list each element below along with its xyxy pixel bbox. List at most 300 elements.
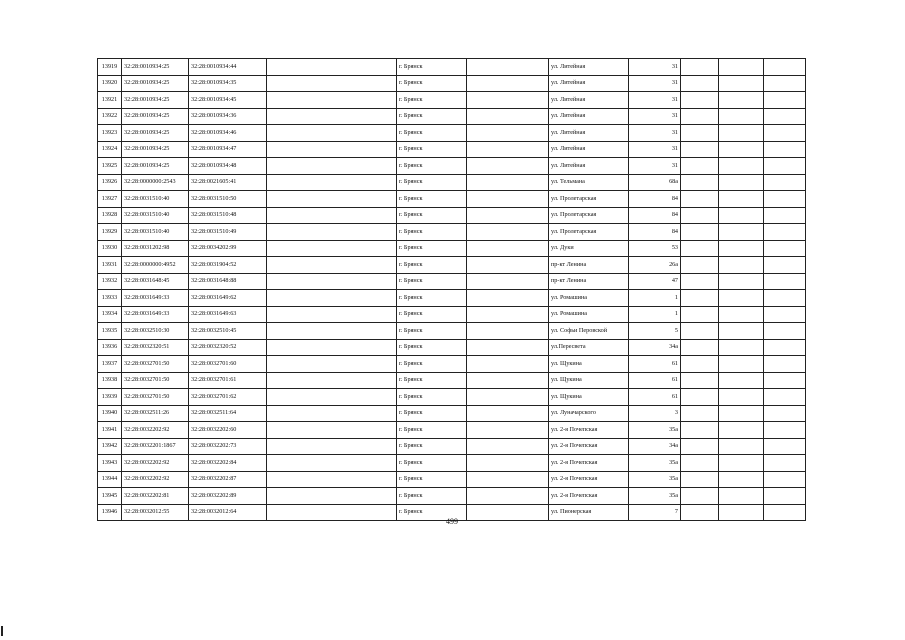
- empty-cell: [681, 257, 719, 274]
- house-number-cell: 47: [629, 273, 681, 290]
- table-row: [98, 471, 806, 488]
- empty-cell: [267, 405, 397, 422]
- street-cell: ул. Литейная: [549, 75, 629, 92]
- empty-cell: [764, 438, 806, 455]
- empty-cell: [467, 504, 549, 521]
- parent-cadastral-cell: 32:28:0032202:92: [122, 471, 189, 488]
- house-number-cell: 84: [629, 191, 681, 208]
- city-cell: г. Брянск: [397, 174, 467, 191]
- row-number-cell: 13932: [98, 273, 122, 290]
- empty-cell: [267, 422, 397, 439]
- row-number-cell: 13946: [98, 504, 122, 521]
- cadastral-number-cell: 32:28:0032701:62: [189, 389, 267, 406]
- empty-cell: [267, 488, 397, 505]
- street-cell: ул. 2-я Почепская: [549, 455, 629, 472]
- empty-cell: [467, 290, 549, 307]
- parent-cadastral-cell: 32:28:0031510:40: [122, 207, 189, 224]
- row-number-cell: 13941: [98, 422, 122, 439]
- empty-cell: [764, 339, 806, 356]
- city-cell: г. Брянск: [397, 422, 467, 439]
- house-number-cell: 31: [629, 125, 681, 142]
- table-row: [98, 257, 806, 274]
- table-row: [98, 438, 806, 455]
- row-number-cell: 13919: [98, 59, 122, 76]
- empty-cell: [764, 488, 806, 505]
- empty-cell: [267, 240, 397, 257]
- row-number-cell: 13929: [98, 224, 122, 241]
- street-cell: ул. 2-я Почепская: [549, 488, 629, 505]
- empty-cell: [719, 158, 764, 175]
- empty-cell: [764, 323, 806, 340]
- cadastral-number-cell: 32:28:0021605:41: [189, 174, 267, 191]
- empty-cell: [719, 488, 764, 505]
- table-body: [98, 59, 806, 521]
- empty-cell: [467, 207, 549, 224]
- parent-cadastral-cell: 32:28:0032202:92: [122, 422, 189, 439]
- city-cell: г. Брянск: [397, 455, 467, 472]
- row-number-cell: 13936: [98, 339, 122, 356]
- empty-cell: [467, 158, 549, 175]
- cadastral-number-cell: 32:28:0010934:47: [189, 141, 267, 158]
- empty-cell: [681, 240, 719, 257]
- empty-cell: [467, 405, 549, 422]
- table-row: [98, 174, 806, 191]
- street-cell: пр-кт Ленина: [549, 273, 629, 290]
- empty-cell: [267, 158, 397, 175]
- cadastral-number-cell: 32:28:0010934:46: [189, 125, 267, 142]
- street-cell: ул. Ромашина: [549, 306, 629, 323]
- street-cell: ул. Ромашина: [549, 290, 629, 307]
- empty-cell: [267, 290, 397, 307]
- house-number-cell: 31: [629, 59, 681, 76]
- row-number-cell: 13925: [98, 158, 122, 175]
- cadastral-number-cell: 32:28:0031510:50: [189, 191, 267, 208]
- table-row: [98, 290, 806, 307]
- parent-cadastral-cell: 32:28:0010934:25: [122, 141, 189, 158]
- parent-cadastral-cell: 32:28:0010934:25: [122, 125, 189, 142]
- empty-cell: [764, 471, 806, 488]
- empty-cell: [681, 59, 719, 76]
- row-number-cell: 13924: [98, 141, 122, 158]
- empty-cell: [764, 372, 806, 389]
- house-number-cell: 84: [629, 207, 681, 224]
- city-cell: г. Брянск: [397, 257, 467, 274]
- empty-cell: [467, 339, 549, 356]
- cadastral-number-cell: 32:28:0031904:52: [189, 257, 267, 274]
- street-cell: ул. Литейная: [549, 108, 629, 125]
- city-cell: г. Брянск: [397, 240, 467, 257]
- city-cell: г. Брянск: [397, 504, 467, 521]
- empty-cell: [681, 455, 719, 472]
- empty-cell: [681, 405, 719, 422]
- row-number-cell: 13935: [98, 323, 122, 340]
- empty-cell: [681, 141, 719, 158]
- empty-cell: [764, 240, 806, 257]
- empty-cell: [719, 92, 764, 109]
- empty-cell: [681, 422, 719, 439]
- cadastral-number-cell: 32:28:0010934:44: [189, 59, 267, 76]
- empty-cell: [267, 125, 397, 142]
- parent-cadastral-cell: 32:28:0032320:51: [122, 339, 189, 356]
- empty-cell: [267, 389, 397, 406]
- parent-cadastral-cell: 32:28:0032202:81: [122, 488, 189, 505]
- parent-cadastral-cell: 32:28:0032012:55: [122, 504, 189, 521]
- table-row: [98, 224, 806, 241]
- row-number-cell: 13926: [98, 174, 122, 191]
- empty-cell: [764, 125, 806, 142]
- empty-cell: [764, 158, 806, 175]
- house-number-cell: 26а: [629, 257, 681, 274]
- city-cell: г. Брянск: [397, 59, 467, 76]
- empty-cell: [719, 306, 764, 323]
- house-number-cell: 1: [629, 290, 681, 307]
- house-number-cell: 31: [629, 108, 681, 125]
- empty-cell: [681, 191, 719, 208]
- empty-cell: [681, 471, 719, 488]
- parent-cadastral-cell: 32:28:0010934:25: [122, 108, 189, 125]
- empty-cell: [764, 405, 806, 422]
- cadastral-number-cell: 32:28:0031649:63: [189, 306, 267, 323]
- city-cell: г. Брянск: [397, 92, 467, 109]
- street-cell: ул. Пролетарская: [549, 191, 629, 208]
- street-cell: ул. Литейная: [549, 158, 629, 175]
- empty-cell: [764, 389, 806, 406]
- empty-cell: [267, 306, 397, 323]
- empty-cell: [467, 75, 549, 92]
- cadastral-number-cell: 32:28:0032510:45: [189, 323, 267, 340]
- row-number-cell: 13923: [98, 125, 122, 142]
- table-row: [98, 389, 806, 406]
- empty-cell: [467, 471, 549, 488]
- city-cell: г. Брянск: [397, 438, 467, 455]
- cadastral-number-cell: 32:28:0010934:45: [189, 92, 267, 109]
- empty-cell: [467, 356, 549, 373]
- empty-cell: [267, 339, 397, 356]
- table-row: [98, 323, 806, 340]
- city-cell: г. Брянск: [397, 389, 467, 406]
- house-number-cell: 31: [629, 92, 681, 109]
- empty-cell: [719, 455, 764, 472]
- street-cell: пр-кт Ленина: [549, 257, 629, 274]
- empty-cell: [719, 422, 764, 439]
- house-number-cell: 35а: [629, 422, 681, 439]
- city-cell: г. Брянск: [397, 108, 467, 125]
- house-number-cell: 3: [629, 405, 681, 422]
- cadastral-number-cell: 32:28:0031648:88: [189, 273, 267, 290]
- table-row: [98, 372, 806, 389]
- street-cell: ул.Пересвета: [549, 339, 629, 356]
- empty-cell: [764, 306, 806, 323]
- empty-cell: [467, 257, 549, 274]
- row-number-cell: 13943: [98, 455, 122, 472]
- empty-cell: [681, 125, 719, 142]
- table-row: [98, 158, 806, 175]
- parent-cadastral-cell: 32:28:0010934:25: [122, 158, 189, 175]
- table-row: [98, 75, 806, 92]
- row-number-cell: 13942: [98, 438, 122, 455]
- empty-cell: [764, 224, 806, 241]
- empty-cell: [764, 290, 806, 307]
- table-row: [98, 108, 806, 125]
- empty-cell: [764, 257, 806, 274]
- house-number-cell: 31: [629, 75, 681, 92]
- empty-cell: [764, 207, 806, 224]
- empty-cell: [267, 372, 397, 389]
- empty-cell: [719, 372, 764, 389]
- row-number-cell: 13945: [98, 488, 122, 505]
- street-cell: ул. Литейная: [549, 125, 629, 142]
- row-number-cell: 13934: [98, 306, 122, 323]
- house-number-cell: 35а: [629, 488, 681, 505]
- city-cell: г. Брянск: [397, 339, 467, 356]
- empty-cell: [467, 323, 549, 340]
- empty-cell: [267, 92, 397, 109]
- empty-cell: [681, 75, 719, 92]
- house-number-cell: 53: [629, 240, 681, 257]
- parent-cadastral-cell: 32:28:0032510:30: [122, 323, 189, 340]
- row-number-cell: 13930: [98, 240, 122, 257]
- empty-cell: [719, 125, 764, 142]
- city-cell: г. Брянск: [397, 141, 467, 158]
- empty-cell: [681, 92, 719, 109]
- house-number-cell: 61: [629, 372, 681, 389]
- empty-cell: [681, 438, 719, 455]
- cadastral-number-cell: 32:28:0032701:61: [189, 372, 267, 389]
- row-number-cell: 13927: [98, 191, 122, 208]
- empty-cell: [467, 224, 549, 241]
- house-number-cell: 31: [629, 158, 681, 175]
- empty-cell: [467, 372, 549, 389]
- empty-cell: [467, 389, 549, 406]
- empty-cell: [681, 488, 719, 505]
- house-number-cell: 84: [629, 224, 681, 241]
- parent-cadastral-cell: 32:28:0032202:92: [122, 455, 189, 472]
- cadastral-number-cell: 32:28:0010934:48: [189, 158, 267, 175]
- table-row: [98, 191, 806, 208]
- empty-cell: [267, 141, 397, 158]
- city-cell: г. Брянск: [397, 372, 467, 389]
- city-cell: г. Брянск: [397, 488, 467, 505]
- parent-cadastral-cell: 32:28:0031649:33: [122, 290, 189, 307]
- empty-cell: [267, 356, 397, 373]
- empty-cell: [764, 455, 806, 472]
- empty-cell: [267, 207, 397, 224]
- empty-cell: [267, 174, 397, 191]
- table-row: [98, 306, 806, 323]
- empty-cell: [719, 389, 764, 406]
- table-row: [98, 141, 806, 158]
- empty-cell: [681, 389, 719, 406]
- cadastral-number-cell: 32:28:0031649:62: [189, 290, 267, 307]
- empty-cell: [681, 323, 719, 340]
- empty-cell: [764, 356, 806, 373]
- empty-cell: [267, 323, 397, 340]
- empty-cell: [467, 125, 549, 142]
- city-cell: г. Брянск: [397, 471, 467, 488]
- empty-cell: [719, 207, 764, 224]
- empty-cell: [719, 240, 764, 257]
- street-cell: ул. Луначарского: [549, 405, 629, 422]
- row-number-cell: 13938: [98, 372, 122, 389]
- empty-cell: [719, 75, 764, 92]
- cadastral-number-cell: 32:28:0032202:87: [189, 471, 267, 488]
- empty-cell: [467, 59, 549, 76]
- row-number-cell: 13931: [98, 257, 122, 274]
- parent-cadastral-cell: 32:28:0031510:40: [122, 191, 189, 208]
- page-number: 499: [446, 517, 458, 526]
- parent-cadastral-cell: 32:28:0031648:45: [122, 273, 189, 290]
- empty-cell: [467, 455, 549, 472]
- table-row: [98, 240, 806, 257]
- parent-cadastral-cell: 32:28:0010934:25: [122, 59, 189, 76]
- empty-cell: [719, 224, 764, 241]
- empty-cell: [467, 92, 549, 109]
- street-cell: ул. Литейная: [549, 141, 629, 158]
- parent-cadastral-cell: 32:28:0000000:4952: [122, 257, 189, 274]
- table-row: [98, 339, 806, 356]
- empty-cell: [467, 273, 549, 290]
- empty-cell: [719, 273, 764, 290]
- empty-cell: [764, 273, 806, 290]
- empty-cell: [467, 306, 549, 323]
- house-number-cell: 34а: [629, 339, 681, 356]
- empty-cell: [764, 504, 806, 521]
- street-cell: ул. Пионерская: [549, 504, 629, 521]
- empty-cell: [719, 504, 764, 521]
- empty-cell: [764, 92, 806, 109]
- house-number-cell: 1: [629, 306, 681, 323]
- empty-cell: [681, 174, 719, 191]
- city-cell: г. Брянск: [397, 125, 467, 142]
- parent-cadastral-cell: 32:28:0032701:50: [122, 372, 189, 389]
- empty-cell: [681, 158, 719, 175]
- house-number-cell: 35а: [629, 471, 681, 488]
- house-number-cell: 61: [629, 389, 681, 406]
- parent-cadastral-cell: 32:28:0031202:98: [122, 240, 189, 257]
- empty-cell: [764, 59, 806, 76]
- empty-cell: [681, 356, 719, 373]
- table-row: [98, 422, 806, 439]
- parent-cadastral-cell: 32:28:0032201:1867: [122, 438, 189, 455]
- empty-cell: [467, 422, 549, 439]
- row-number-cell: 13939: [98, 389, 122, 406]
- cadastral-number-cell: 32:28:0032511:64: [189, 405, 267, 422]
- empty-cell: [719, 108, 764, 125]
- empty-cell: [681, 108, 719, 125]
- cadastral-number-cell: 32:28:0032202:84: [189, 455, 267, 472]
- table-row: [98, 356, 806, 373]
- cadastral-number-cell: 32:28:0032012:64: [189, 504, 267, 521]
- empty-cell: [719, 141, 764, 158]
- empty-cell: [681, 372, 719, 389]
- empty-cell: [719, 257, 764, 274]
- empty-cell: [719, 323, 764, 340]
- cadastral-number-cell: 32:28:0031510:48: [189, 207, 267, 224]
- empty-cell: [267, 471, 397, 488]
- city-cell: г. Брянск: [397, 75, 467, 92]
- empty-cell: [681, 290, 719, 307]
- cadastral-number-cell: 32:28:0010934:36: [189, 108, 267, 125]
- empty-cell: [267, 108, 397, 125]
- cadastral-number-cell: 32:28:0032701:60: [189, 356, 267, 373]
- empty-cell: [719, 191, 764, 208]
- table-row: [98, 207, 806, 224]
- table-row: [98, 273, 806, 290]
- street-cell: ул. Щукина: [549, 389, 629, 406]
- parent-cadastral-cell: 32:28:0032701:50: [122, 389, 189, 406]
- row-number-cell: 13921: [98, 92, 122, 109]
- empty-cell: [267, 504, 397, 521]
- empty-cell: [764, 108, 806, 125]
- street-cell: ул. Дуки: [549, 240, 629, 257]
- street-cell: ул. 2-я Почепская: [549, 438, 629, 455]
- empty-cell: [719, 339, 764, 356]
- street-cell: ул. Литейная: [549, 92, 629, 109]
- empty-cell: [467, 438, 549, 455]
- house-number-cell: 5: [629, 323, 681, 340]
- empty-cell: [681, 207, 719, 224]
- street-cell: ул. Щукина: [549, 356, 629, 373]
- table-row: [98, 125, 806, 142]
- house-number-cell: 61: [629, 356, 681, 373]
- empty-cell: [719, 471, 764, 488]
- parent-cadastral-cell: 32:28:0000000:2543: [122, 174, 189, 191]
- street-cell: ул. Литейная: [549, 59, 629, 76]
- city-cell: г. Брянск: [397, 323, 467, 340]
- parent-cadastral-cell: 32:28:0032511:26: [122, 405, 189, 422]
- row-number-cell: 13928: [98, 207, 122, 224]
- empty-cell: [467, 141, 549, 158]
- empty-cell: [467, 191, 549, 208]
- empty-cell: [267, 257, 397, 274]
- empty-cell: [467, 108, 549, 125]
- parent-cadastral-cell: 32:28:0031510:40: [122, 224, 189, 241]
- cadastral-number-cell: 32:28:0032320:52: [189, 339, 267, 356]
- row-number-cell: 13933: [98, 290, 122, 307]
- registry-table: [97, 58, 806, 521]
- empty-cell: [467, 488, 549, 505]
- empty-cell: [267, 273, 397, 290]
- city-cell: г. Брянск: [397, 356, 467, 373]
- empty-cell: [764, 191, 806, 208]
- house-number-cell: 34а: [629, 438, 681, 455]
- empty-cell: [764, 141, 806, 158]
- row-number-cell: 13922: [98, 108, 122, 125]
- street-cell: ул. Щукина: [549, 372, 629, 389]
- empty-cell: [764, 75, 806, 92]
- table-row: [98, 455, 806, 472]
- empty-cell: [719, 59, 764, 76]
- table-row: [98, 405, 806, 422]
- empty-cell: [764, 174, 806, 191]
- city-cell: г. Брянск: [397, 290, 467, 307]
- house-number-cell: 31: [629, 141, 681, 158]
- house-number-cell: 7: [629, 504, 681, 521]
- city-cell: г. Брянск: [397, 191, 467, 208]
- city-cell: г. Брянск: [397, 273, 467, 290]
- parent-cadastral-cell: 32:28:0031649:33: [122, 306, 189, 323]
- city-cell: г. Брянск: [397, 207, 467, 224]
- table-row: [98, 488, 806, 505]
- parent-cadastral-cell: 32:28:0010934:25: [122, 92, 189, 109]
- empty-cell: [267, 438, 397, 455]
- street-cell: ул. Тельмана: [549, 174, 629, 191]
- empty-cell: [681, 224, 719, 241]
- empty-cell: [267, 75, 397, 92]
- row-number-cell: 13920: [98, 75, 122, 92]
- table-row: [98, 92, 806, 109]
- house-number-cell: 68а: [629, 174, 681, 191]
